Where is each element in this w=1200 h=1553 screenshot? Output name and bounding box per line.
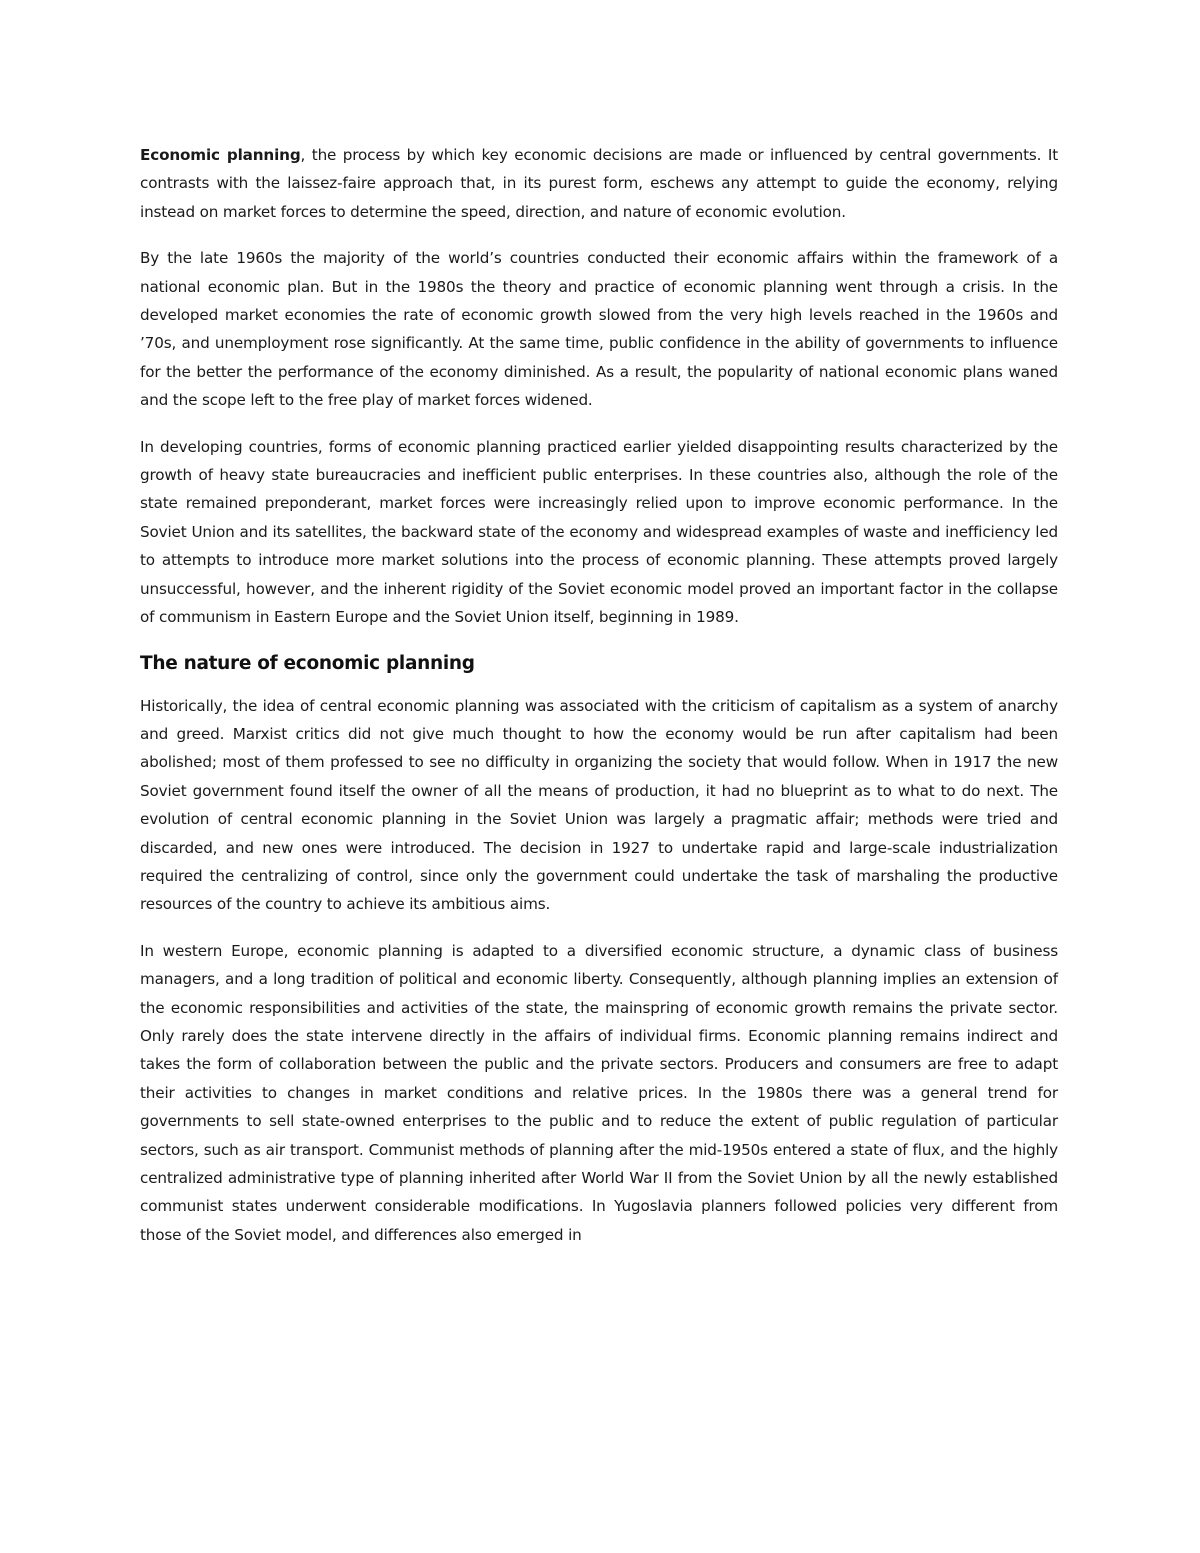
paragraph-historically: Historically, the idea of central economic planning was associated with the criticism of capitalism as a system of anarchy and greed. Marxist critics did not give much thought to how the economy would be run after capitalism had been abolished; most of them professed to see no difficulty in organizing the society that would follow. When in 1917 the new Soviet government found itself the owner of all the means of production, it had no blueprint as to what to do next. The evolution of central economic planning in the Soviet Union was largely a pragmatic affair; methods were tried and discarded, and new ones were introduced. The decision in 1927 to undertake rapid and large-scale industrialization required the centralizing of control, since only the government could undertake the task of marshaling the productive resources of the country to achieve its ambitious aims. (140, 696, 1058, 914)
paragraph-developing-countries: In developing countries, forms of economic planning practiced earlier yielded disappointing results characterized by the growth of heavy state bureaucracies and inefficient public enterprises. In these countries also, although the role of the state remained preponderant, market forces were increasingly relied upon to improve economic performance. In the Soviet Union and its satellites, the backward state of the economy and widespread examples of waste and inefficiency led to attempts to introduce more market solutions into the process of economic planning. These attempts proved largely unsuccessful, however, and the inherent rigidity of the Soviet economic model proved an important factor in the collapse of communism in Eastern Europe and the Soviet Union itself, beginning in 1989. (140, 437, 1058, 627)
paragraph-1960s: By the late 1960s the majority of the world’s countries conducted their economic affairs within the framework of a national economic plan. But in the 1980s the theory and practice of economic planning went through a crisis. In the developed market economies the rate of economic growth slowed from the very high levels reached in the 1960s and ’70s, and unemployment rose significantly. At the same time, public confidence in the ability of governments to influence for the better the performance of the economy diminished. As a result, the popularity of national economic plans waned and the scope left to the free play of market forces widened. (140, 249, 1058, 410)
paragraph-western-europe: In western Europe, economic planning is adapted to a diversified economic structure, a dynamic class of business managers, and a long tradition of political and economic liberty. Consequently, although planning implies an extension of the economic responsibilities and activities of the state, the mainspring of economic growth remains the private sector. Only rarely does the state intervene directly in the affairs of individual firms. Economic planning remains indirect and takes the form of collaboration between the public and the private sectors. Producers and consumers are free to adapt their activities to changes in market conditions and relative prices. In the 1980s there was a general trend for governments to sell state-owned enterprises to the public and to reduce the extent of public regulation of particular sectors, such as air transport. Communist methods of planning after the mid-1950s entered a state of flux, and the highly centralized administrative type of planning inherited after World War II from the Soviet Union by all the newly established communist states underwent considerable modifications. In Yugoslavia planners followed policies very different from those of the Soviet model, and differences also emerged in (140, 941, 1058, 1244)
lead-term: Economic planning (140, 146, 301, 164)
document-page (140, 141, 1058, 1267)
section-heading: The nature of economic planning (140, 652, 475, 674)
paragraph-intro (140, 141, 1058, 226)
paragraph-intro-text: , the process by which key economic decisions are made or influenced by central governments. It contrasts with the laissez-faire approach that, in its purest form, eschews any attempt to guide the economy, relying instead on market forces to determine the speed, direction, and nature of economic evolution. (140, 146, 1059, 221)
